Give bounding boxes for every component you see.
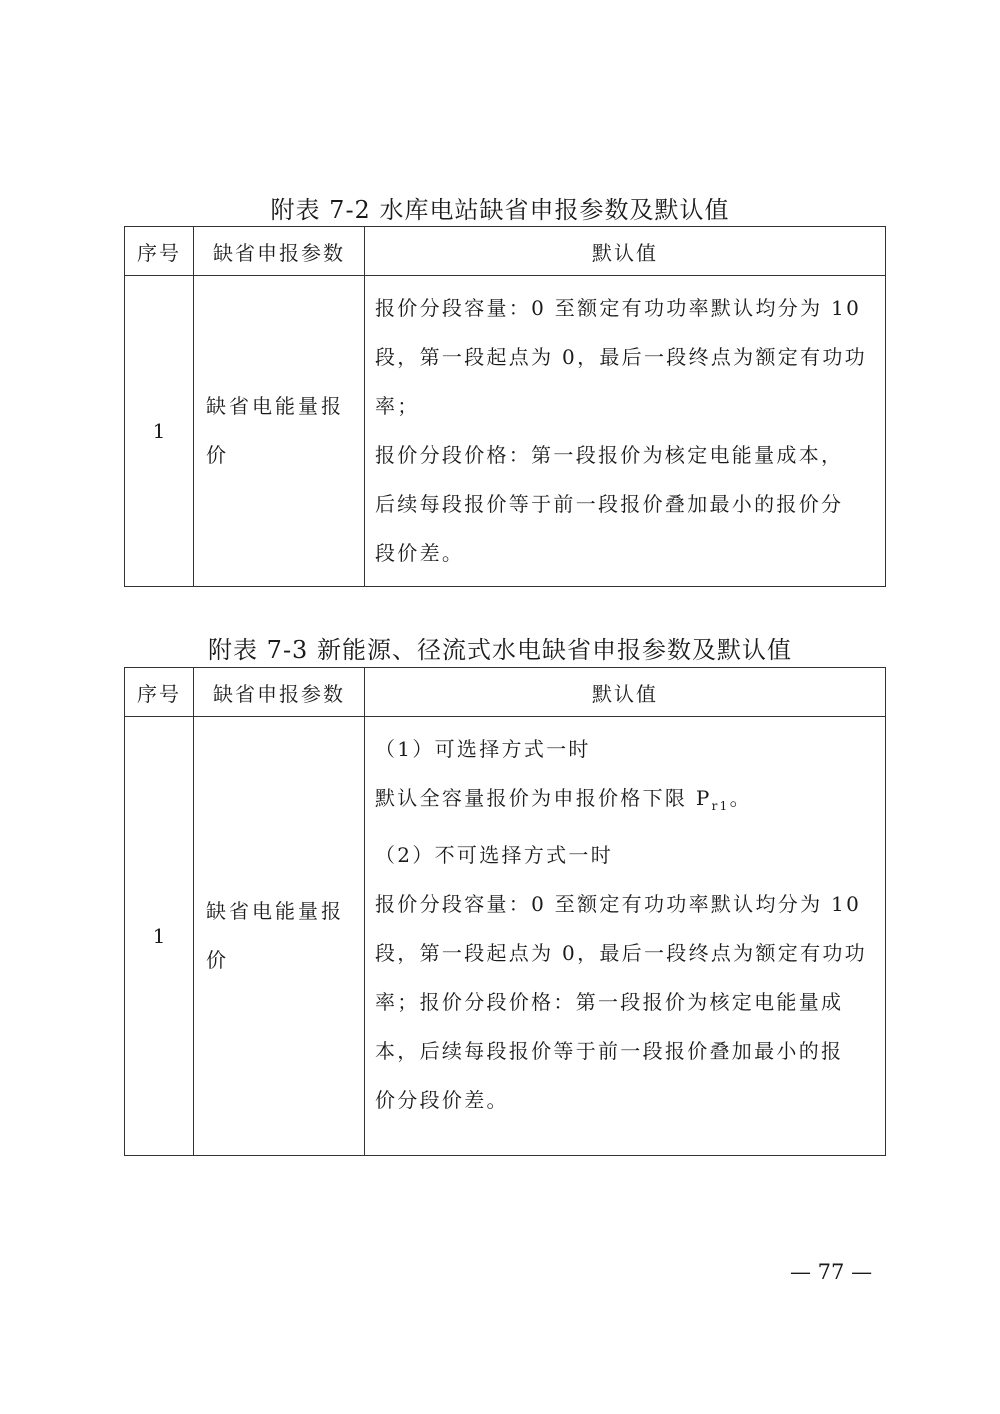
row-default-value xyxy=(365,717,886,1156)
header-param: 缺省申报参数 xyxy=(194,668,365,717)
header-default: 默认值 xyxy=(365,668,886,717)
row-param: 缺省电能量报价 xyxy=(194,717,365,1156)
table-row xyxy=(125,717,886,1156)
text-line: 报价分段容量：0 至额定有功功率默认均分为 10 xyxy=(375,296,862,320)
text-line: 价分段价差。 xyxy=(375,1088,509,1112)
text-line xyxy=(375,774,877,831)
text-line: 报价分段容量：0 至额定有功功率默认均分为 10 xyxy=(375,892,862,916)
text-line: 段，第一段起点为 0，最后一段终点为额定有功功 xyxy=(375,941,867,965)
table-header-row xyxy=(125,227,886,276)
header-param: 缺省申报参数 xyxy=(194,227,365,276)
text-line: 报价分段价格：第一段报价为核定电能量成本， xyxy=(375,443,844,467)
text-line: 率；报价分段价格：第一段报价为核定电能量成 xyxy=(375,990,844,1014)
table-header-row xyxy=(125,668,886,717)
text-line: 本，后续每段报价等于前一段报价叠加最小的报 xyxy=(375,1039,844,1063)
text-line: 段，第一段起点为 0，最后一段终点为额定有功功 xyxy=(375,345,867,369)
row-param: 缺省电能量报价 xyxy=(194,276,365,587)
row-index: 1 xyxy=(125,717,194,1156)
header-index: 序号 xyxy=(125,668,194,717)
table-7-3 xyxy=(124,667,886,1156)
text-line-main: 默认全容量报价为申报价格下限 P xyxy=(375,786,712,810)
row-index: 1 xyxy=(125,276,194,587)
header-index: 序号 xyxy=(125,227,194,276)
table-7-2 xyxy=(124,226,886,587)
row-default-value xyxy=(365,276,886,587)
header-default: 默认值 xyxy=(365,227,886,276)
text-line: （2）不可选择方式一时 xyxy=(375,843,614,867)
text-line: 后续每段报价等于前一段报价叠加最小的报价分 xyxy=(375,492,844,516)
text-line: （1）可选择方式一时 xyxy=(375,737,591,761)
table-7-3-title: 附表 7-3 新能源、径流式水电缺省申报参数及默认值 xyxy=(208,636,792,664)
table-row xyxy=(125,276,886,587)
table-7-2-title: 附表 7-2 水库电站缺省申报参数及默认值 xyxy=(270,196,730,224)
text-line: 段价差。 xyxy=(375,541,465,565)
text-line: 率； xyxy=(375,394,420,418)
period: 。 xyxy=(729,786,752,810)
page-number: — 77 — xyxy=(790,1260,873,1284)
subscript: r1 xyxy=(711,799,730,813)
